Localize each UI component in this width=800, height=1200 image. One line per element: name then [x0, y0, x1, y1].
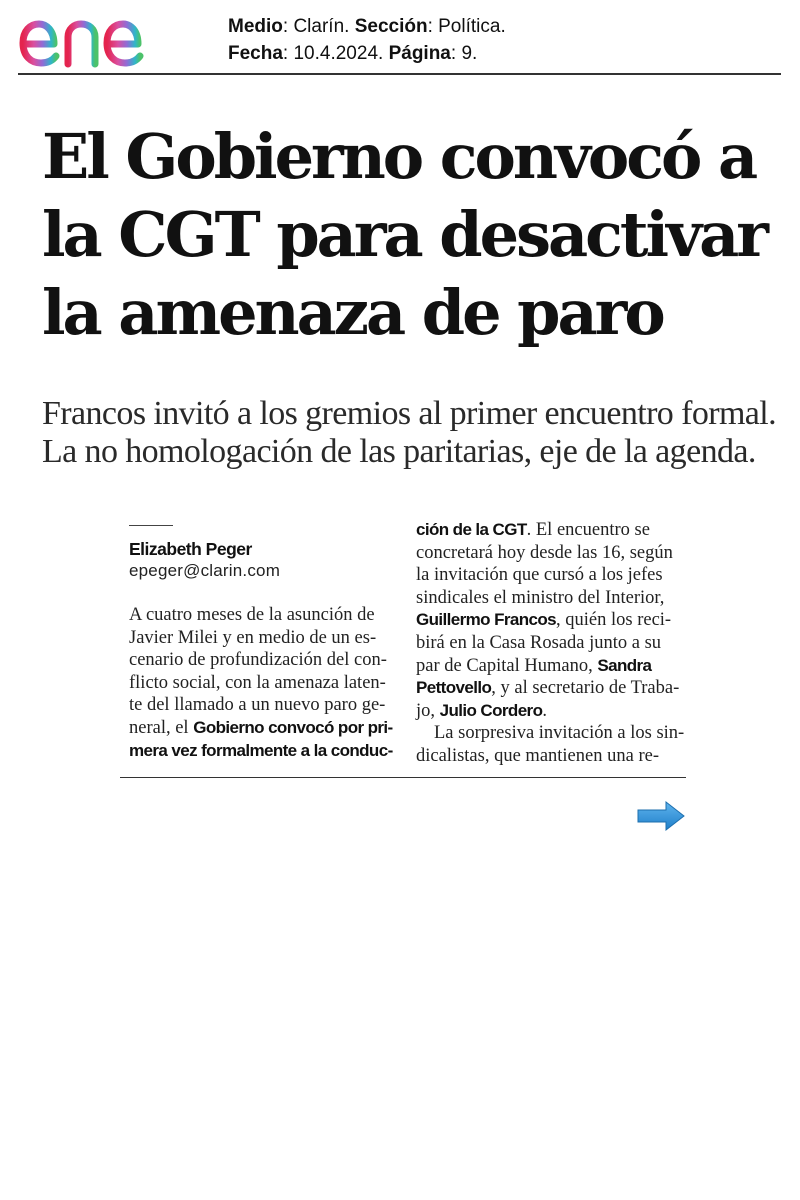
body-text: , y al secretario de Traba- [491, 678, 680, 699]
deck-line: La no homologación de las paritarias, eje de la agenda. [42, 433, 756, 470]
body-text: . [542, 700, 547, 721]
fecha-label: Fecha [228, 43, 283, 64]
article-column-right [416, 519, 688, 768]
body-line: concretará hoy desde las 16, según [416, 542, 673, 563]
body-line: la invitación que cursó a los jefes [416, 565, 663, 586]
body-bold-text: mera vez formalmente a la conduc- [129, 740, 393, 760]
body-text: . El encuentro se [526, 520, 650, 540]
continue-arrow-icon[interactable] [636, 800, 686, 832]
body-line: sindicales el ministro del Interior, [416, 587, 665, 608]
body-line: cenario de profundización del con- [129, 650, 387, 671]
press-header [0, 0, 800, 80]
body-bold-text: Gobierno convocó por pri- [193, 717, 393, 737]
body-text: par de Capital Humano, [416, 655, 598, 676]
byline-author: Elizabeth Peger [129, 539, 252, 559]
body-line: te del llamado a un nuevo paro ge- [129, 695, 386, 716]
body-line: La sorpresiva invitación a los sin- [434, 723, 685, 744]
body-bold-text: Guillermo Francos [416, 610, 557, 630]
body-bold-text: Julio Cordero [439, 700, 543, 720]
pagina-value: : 9. [450, 43, 478, 64]
body-line [416, 519, 688, 542]
meta-line-2 [228, 40, 506, 67]
body-line [416, 700, 688, 723]
article-column-left [129, 520, 397, 762]
seccion-label: Sección [354, 16, 428, 37]
press-meta [228, 13, 506, 67]
body-line: flicto social, con la amenaza laten- [129, 672, 386, 693]
header-divider [18, 73, 781, 75]
body-line: Javier Milei y en medio de un es- [129, 627, 377, 648]
headline-line: El Gobierno convocó a [42, 120, 756, 193]
body-text-right [416, 519, 688, 768]
body-bold-text: Sandra [597, 655, 652, 675]
pagina-label: Página [388, 43, 451, 64]
body-line: dicalistas, que mantienen una re- [416, 745, 659, 766]
byline-rule [129, 525, 173, 526]
meta-line-1 [228, 13, 506, 40]
body-line [416, 655, 688, 678]
article-headline [42, 118, 782, 352]
deck-line: Francos invitó a los gremios al primer encuentro formal. [42, 395, 777, 432]
body-text: jo, [416, 700, 440, 721]
enel-logo [18, 4, 190, 70]
body-bold-text: ción de la CGT [416, 520, 527, 539]
seccion-value: : Política. [427, 16, 506, 37]
medio-label: Medio [228, 16, 283, 37]
body-bold-text: Pettovello [416, 678, 492, 698]
body-line [416, 677, 688, 700]
fecha-value: : 10.4.2024. [282, 43, 389, 64]
article-bottom-rule [120, 777, 686, 778]
body-text: , quién los reci- [556, 610, 672, 631]
headline-line: la CGT para desactivar [42, 198, 766, 271]
body-line: birá en la Casa Rosada junto a su [416, 632, 662, 653]
medio-value: : Clarín. [282, 16, 355, 37]
byline-email: epeger@clarin.com [129, 561, 281, 580]
body-line [129, 717, 397, 740]
body-line [416, 609, 688, 632]
article-deck [42, 395, 792, 471]
body-line: A cuatro meses de la asunción de [129, 605, 375, 625]
body-line [129, 740, 397, 763]
body-text-left [129, 604, 397, 762]
body-text: neral, el [129, 717, 194, 738]
headline-line: la amenaza de paro [42, 276, 663, 349]
